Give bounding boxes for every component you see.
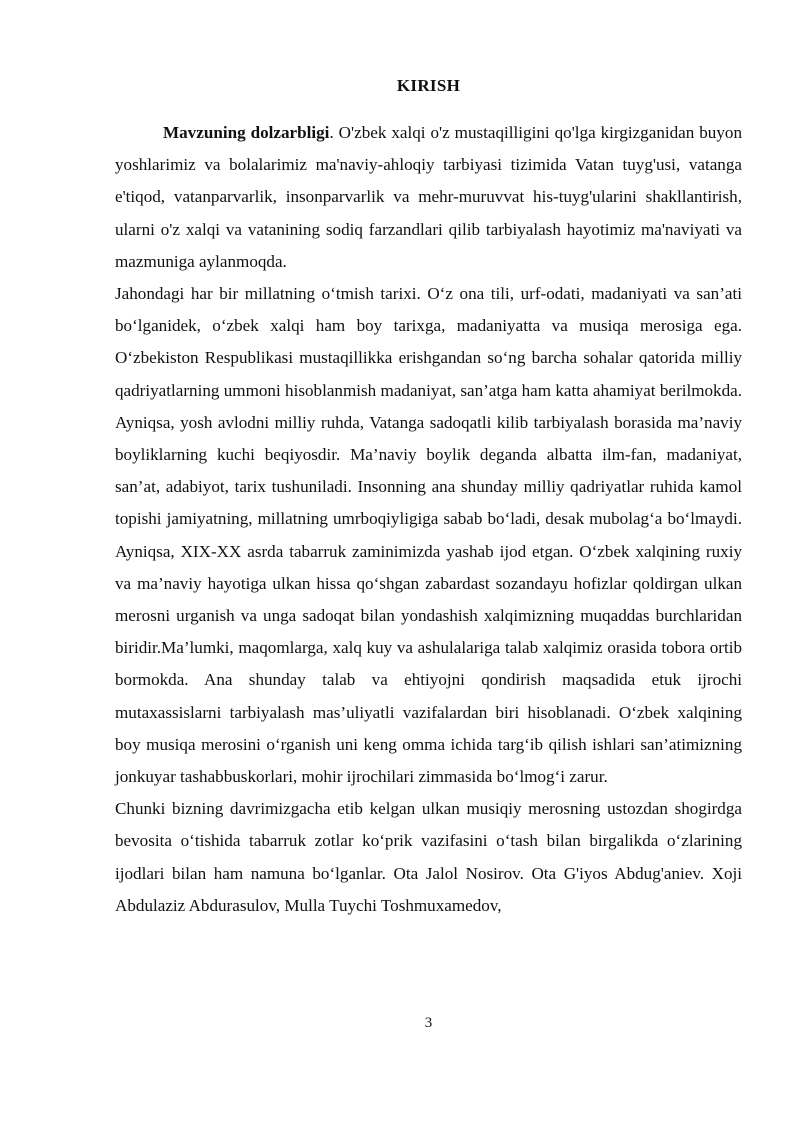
page-number: 3 bbox=[424, 1015, 433, 1031]
body-text bbox=[115, 117, 742, 922]
paragraph-relevance bbox=[115, 117, 742, 278]
page-title: KIRISH bbox=[396, 76, 461, 95]
paragraph-text: . O'zbek xalqi o'z mustaqilligini qo'lga kirgizganidan buyon yoshlarimiz va bolalarimiz ma'naviy-ahloqiy tarbiyasi tizimida Vatan tuyg'usi, vatanga e'tiqod, vatanparvarlik, insonparvarlik va mehr-muruvvat his-tuyg'ularini shakllantirish, ularni o'z xalqi va vatanining sodiq farzandlari qilib tarbiyalash hayotimiz ma'naviyati va mazmuniga aylanmoqda. bbox=[115, 123, 742, 271]
paragraph-history: Jahondagi har bir millatning oʻtmish tarixi. Oʻz ona tili, urf-odati, madaniyati va san’ati boʻlganidek, oʻzbek xalqi ham boy tarixga, madaniyatta va musiqa merosiga ega. Oʻzbekiston Respublikasi mustaqillikka erishgandan soʻng barcha sohalar qatorida milliy qadriyatlarning ummoni hisoblanmish madaniyat, san’atga ham katta ahamiyat berilmokda. Ayniqsa, yosh avlodni milliy ruhda, Vatanga sadoqatli kilib tarbiyalash borasida ma’naviy boyliklarning kuchi beqiyosdir. Ma’naviy boylik deganda albatta ilm-fan, madaniyat, san’at, adabiyot, tarix tushuniladi. Insonning ana shunday milliy qadriyatlar ruhida kamol topishi jamiyatning, millatning umrboqiyligiga sabab boʻladi, desak mubolagʻa boʻlmaydi. Ayniqsa, XIX-XX asrda tabarruk zaminimizda yashab ijod etgan. Oʻzbek xalqining ruxiy va ma’naviy hayotiga ulkan hissa qoʻshgan zabardast sozandayu hofizlar qoldirgan ulkan merosni urganish va unga sadoqat bilan yondashish xalqimizning muqaddas burchlaridan biridir.Ma’lumki, maqomlarga, xalq kuy va ashulalariga talab xalqimiz orasida tobora ortib bormokda. Ana shunday talab va ehtiyojni qondirish maqsadida etuk ijrochi mutaxassislarni tarbiyalash mas’uliyatli vazifalardan biri hisoblanadi. Oʻzbek xalqining boy musiqa merosini oʻrganish uni keng omma ichida targʻib qilish ishlari san’atimizning jonkuyar tashabbuskorlari, mohir ijrochilari zimmasida boʻlmogʻi zarur. bbox=[115, 284, 742, 787]
paragraph-heritage: Chunki bizning davrimizgacha etib kelgan ulkan musiqiy merosning ustozdan shogirdga bevosita oʻtishida tabarruk zotlar koʻprik vazifasini oʻtash bilan birgalikda oʻzlarining ijodlari bilan ham namuna boʻlganlar. Ota Jalol Nosirov. Ota G'iyos Abdug'aniev. Xoji Abdulaziz Abdurasulov, Mulla Tuychi Toshmuxamedov, bbox=[115, 799, 742, 915]
document-page bbox=[115, 0, 742, 1131]
paragraph-lead: Mavzuning dolzarbligi bbox=[163, 123, 330, 142]
